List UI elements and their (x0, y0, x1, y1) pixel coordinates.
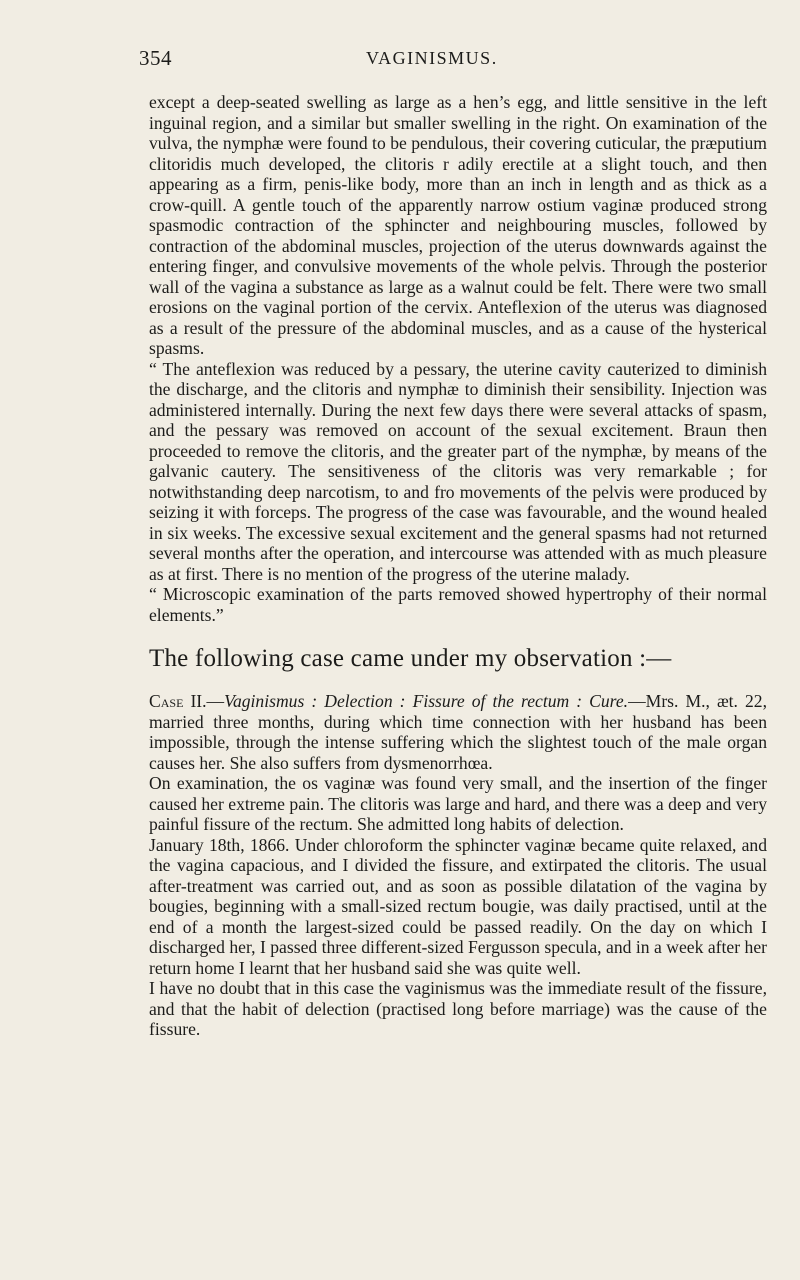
spacer (149, 625, 767, 645)
running-head: VAGINISMUS. (366, 48, 498, 68)
paragraph-continued: except a deep-seated swelling as large as a hen’s egg, and little sensitive in the left inguinal region, and a similar but smaller swelling in the right. On examination of the vulva, the nymphæ were found to be pendulous, their covering cuticular, the præputium clitoridis much developed, the clitoris r adily erectile at a slight touch, and then appearing as a firm, penis-like body, more than an inch in length and as thick as a crow-quill. A gentle touch of the apparently narrow ostium vaginæ produced strong spasmodic contraction of the sphincter and neighbouring muscles, followed by contraction of the abdominal muscles, projection of the uterus downwards against the entering finger, and convulsive movements of the whole pelvis. Through the posterior wall of the vagina a substance as large as a walnut could be felt. There were two small erosions on the vaginal portion of the cervix. Anteflexion of the uterus was diagnosed as a result of the pressure of the abdominal muscles, and as a cause of the hysterical spasms. (149, 92, 767, 358)
spacer (149, 673, 767, 691)
case-label: Case II.— (149, 691, 225, 711)
page-header (139, 46, 769, 76)
case-two-paragraph (149, 691, 767, 773)
paragraph-quote-treatment: “ The anteflexion was reduced by a pessary, the uterine cavity cauterized to diminish the discharge, and the clitoris and nymphæ to diminish their sensibility. Injection was administered internally. During the next few days there were several attacks of spasm, and the pessary was removed on account of the sexual excitement. Braun then proceeded to remove the clitoris, and the greater part of the nymphæ, by means of the galvanic cautery. The sensitiveness of the clitoris was very remarkable ; for notwithstanding deep narcotism, to and fro movements of the pelvis were produced by seizing it with forceps. The progress of the case was favourable, and the wound healed in six weeks. The excessive sexual excitement and the general spasms had not returned several months after the operation, and intercourse was attended with as much pleasure as at first. There is no mention of the progress of the uterine malady. (149, 358, 767, 584)
page-number: 354 (139, 46, 172, 70)
section-heading: The following case came under my observation :— (149, 645, 672, 672)
paragraph-operation: January 18th, 1866. Under chloroform the sphincter vaginæ became quite relaxed, and the vagina capacious, and I divided the fissure, and extirpated the clitoris. The usual after-treatment was carried out, and as soon as possible dilatation of the vagina by bougies, beginning with a small-sized rectum bougie, was daily practised, until at the end of a month the largest-sized could be passed readily. On the day on which I discharged her, I passed three different-sized Fergusson specula, and in a week after her return home I learnt that her husband said she was quite well. (149, 834, 767, 978)
paragraph-conclusion: I have no doubt that in this case the vaginismus was the immediate result of the fissure, and that the habit of delection (practised long before marriage) was the cause of the fissure. (149, 978, 767, 1039)
case-title: Vaginismus : Delection : Fissure of the rectum : Cure. (224, 691, 629, 711)
case-intro: —Mrs. M., æt. 22, married three months, during which time connection with her husband has been impossible, through the intense suffering which the slightest touch of the male organ causes her. She also suffers from dysmenorrhœa. (149, 691, 767, 773)
paragraph-examination: On examination, the os vaginæ was found very small, and the insertion of the finger caused her extreme pain. The clitoris was large and hard, and there was a deep and very painful fissure of the rectum. She admitted long habits of delection. (149, 773, 767, 834)
paragraph-quote-microscopic: “ Microscopic examination of the parts removed showed hypertrophy of their normal elements.” (149, 584, 767, 625)
body-text (149, 92, 767, 1040)
